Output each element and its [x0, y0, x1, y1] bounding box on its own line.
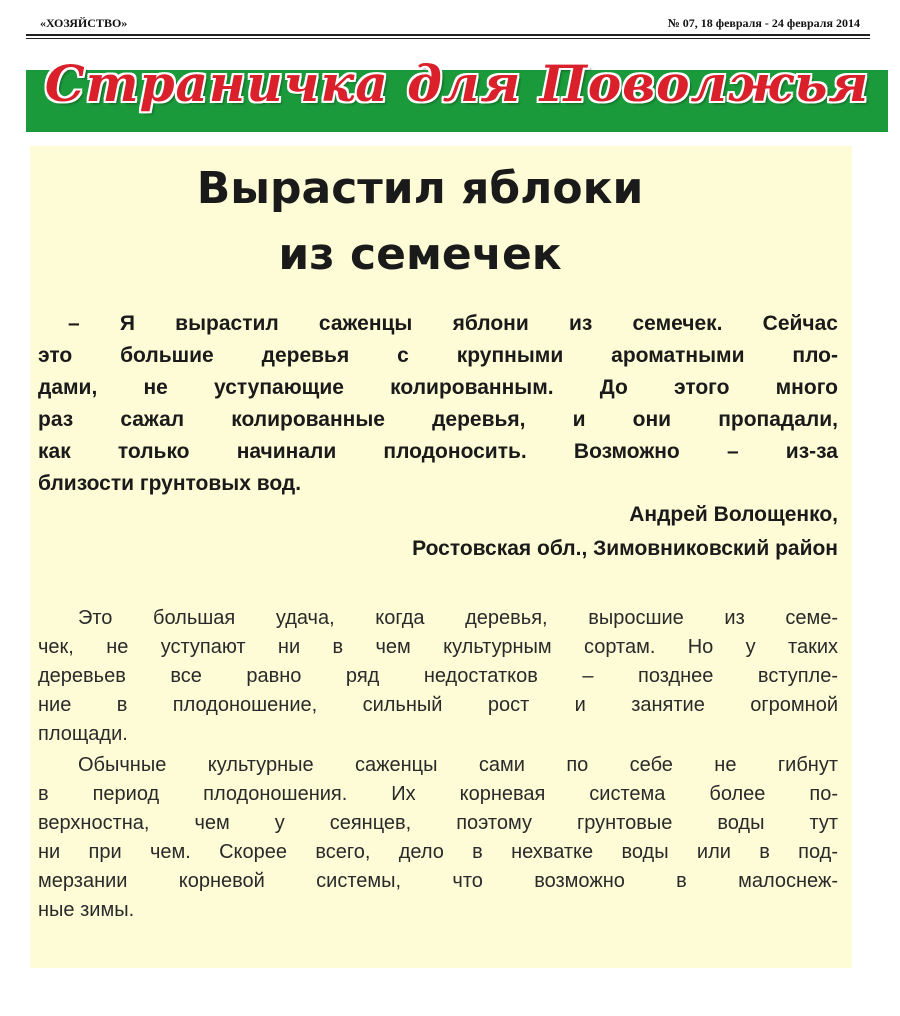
masthead-rule-thick — [26, 34, 870, 36]
letter-line: как только начинали плодоносить. Возможно – из-за — [38, 440, 838, 463]
article-headline — [30, 156, 810, 288]
answer-line: в период плодоношения. Их корневая система более по- — [38, 783, 838, 805]
letter-line: раз сажал колированные деревья, и они пропадали, — [38, 408, 838, 431]
answer-line: Это большая удача, когда деревья, выросшие из семе- — [78, 607, 838, 629]
section-banner — [26, 48, 888, 134]
letter-line: – Я вырастил саженцы яблони из семечек. Сейчас — [68, 312, 838, 335]
issue-date: № 07, 18 февраля - 24 февраля 2014 — [667, 16, 860, 30]
letter-signature — [412, 498, 838, 566]
masthead — [26, 10, 870, 36]
answer-line: верхностна, чем у сеянцев, поэтому грунтовые воды тут — [38, 812, 838, 834]
headline-line-2: из семечек — [278, 229, 562, 280]
masthead-rule-thin — [26, 38, 870, 39]
article-panel — [30, 146, 852, 968]
headline-line-1: Вырастил яблоки — [196, 163, 644, 214]
section-title: Страничка для Поволжья — [44, 54, 870, 113]
expert-answer — [38, 604, 838, 925]
answer-line: ни при чем. Скорее всего, дело в нехватке воды или в под- — [38, 841, 838, 863]
answer-line: ние в плодоношение, сильный рост и занятие огромной — [38, 694, 838, 716]
letter-line: близости грунтовых вод. — [38, 472, 302, 495]
publication-name: «ХОЗЯЙСТВО» — [40, 16, 128, 30]
author-name: Андрей Волощенко, — [629, 503, 838, 526]
answer-line: Обычные культурные саженцы сами по себе не гибнут — [78, 754, 838, 776]
answer-line: ные зимы. — [38, 899, 135, 921]
answer-line: чек, не уступают ни в чем культурным сортам. Но у таких — [38, 636, 838, 658]
answer-line: деревьев все равно ряд недостатков – позднее вступле- — [38, 665, 838, 687]
letter-line: это большие деревья с крупными ароматными пло- — [38, 344, 838, 367]
answer-line: площади. — [38, 723, 128, 745]
reader-letter — [38, 308, 838, 500]
letter-line: дами, не уступающие колированным. До этого много — [38, 376, 838, 399]
author-location: Ростовская обл., Зимовниковский район — [412, 537, 838, 560]
answer-line: мерзании корневой системы, что возможно в малоснеж- — [38, 870, 838, 892]
